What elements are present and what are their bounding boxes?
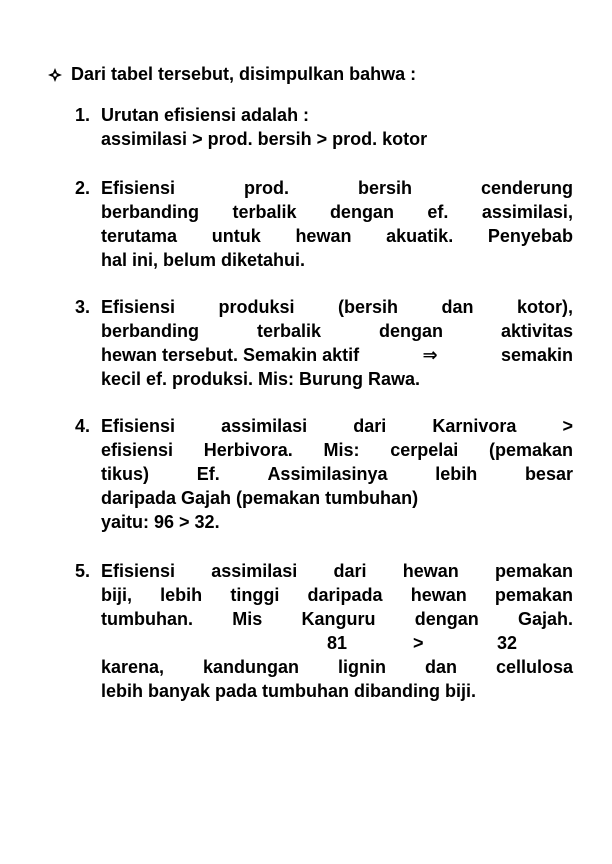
word: (bersih <box>337 297 398 317</box>
item-line: assimilasi > prod. bersih > prod. kotor <box>101 129 428 149</box>
word: assimilasi <box>211 561 298 581</box>
item-number: 5. <box>75 561 91 581</box>
item-line <box>101 438 573 462</box>
word: hewan <box>402 561 459 581</box>
word: dan <box>441 297 474 317</box>
word: berbanding <box>101 321 199 341</box>
item-line <box>101 631 573 655</box>
word: pemakan <box>494 585 573 605</box>
word: kandungan <box>203 657 300 677</box>
word: > <box>413 633 424 653</box>
word: hewan <box>410 585 467 605</box>
word: bersih <box>357 178 412 198</box>
word: ef. <box>427 202 449 222</box>
word: kotor), <box>516 297 573 317</box>
item-line <box>101 655 573 679</box>
word: Mis <box>232 609 263 629</box>
word: hewan tersebut. Semakin aktif <box>101 345 360 365</box>
word: daripada <box>307 585 383 605</box>
word: terbalik <box>232 202 297 222</box>
word: Efisiensi <box>101 416 176 436</box>
word: terbalik <box>256 321 321 341</box>
word: cellulosa <box>495 657 573 677</box>
item-line <box>101 607 573 631</box>
word: > <box>562 416 573 436</box>
item-number: 3. <box>75 297 91 317</box>
item-line <box>101 343 573 367</box>
diamond-bullet-icon <box>48 68 62 82</box>
item-line: hal ini, belum diketahui. <box>101 250 306 270</box>
item-line <box>101 414 573 438</box>
item-line: lebih banyak pada tumbuhan dibanding biji. <box>101 681 477 701</box>
word: lignin <box>338 657 386 677</box>
word: efisiensi <box>101 440 174 460</box>
item-line: Urutan efisiensi adalah : <box>101 105 310 125</box>
word: berbanding <box>101 202 199 222</box>
word: Penyebab <box>487 226 573 246</box>
list-item-5 <box>75 559 573 703</box>
word: Efisiensi <box>101 297 176 317</box>
word: tikus) <box>101 464 150 484</box>
list-item-2 <box>75 176 573 272</box>
word: terutama <box>101 226 178 246</box>
item-line <box>101 295 573 319</box>
item-line: daripada Gajah (pemakan tumbuhan) <box>101 488 419 508</box>
item-line <box>101 176 573 200</box>
word: Gajah. <box>517 609 573 629</box>
word: assimilasi <box>221 416 308 436</box>
word: cenderung <box>480 178 573 198</box>
word: akuatik. <box>386 226 454 246</box>
list-item-3 <box>75 295 573 391</box>
word: dari <box>333 561 367 581</box>
word: dari <box>353 416 387 436</box>
word: hewan <box>295 226 352 246</box>
item-line: yaitu: 96 > 32. <box>101 512 220 532</box>
item-number: 4. <box>75 416 91 436</box>
word: tumbuhan. <box>101 609 193 629</box>
word: dengan <box>414 609 479 629</box>
item-line <box>101 224 573 248</box>
word: Efisiensi <box>101 178 176 198</box>
item-line <box>101 319 573 343</box>
word: aktivitas <box>500 321 573 341</box>
word: tinggi <box>230 585 280 605</box>
word: dengan <box>378 321 443 341</box>
word: Ef. <box>196 464 220 484</box>
word: lebih <box>160 585 203 605</box>
word: dengan <box>329 202 394 222</box>
word: Mis: <box>323 440 360 460</box>
word: produksi <box>218 297 295 317</box>
word: karena, <box>101 657 165 677</box>
word: untuk <box>211 226 261 246</box>
item-line <box>101 559 573 583</box>
item-line <box>101 462 573 486</box>
item-number: 2. <box>75 178 91 198</box>
word: (pemakan <box>488 440 573 460</box>
word: assimilasi, <box>481 202 573 222</box>
word: Herbivora. <box>203 440 293 460</box>
word: prod. <box>244 178 289 198</box>
word: 81 <box>327 633 348 653</box>
word: besar <box>524 464 573 484</box>
conclusion-heading <box>48 62 416 86</box>
list-item-4 <box>75 414 573 534</box>
item-line: kecil ef. produksi. Mis: Burung Rawa. <box>101 369 421 389</box>
list-item-1 <box>75 103 573 151</box>
heading-text: Dari tabel tersebut, disimpulkan bahwa : <box>71 64 417 84</box>
item-number: 1. <box>75 105 91 125</box>
implies-arrow-icon: ⇒ <box>422 345 438 365</box>
word: semakin <box>500 345 573 365</box>
word: dan <box>424 657 457 677</box>
word: Karnivora <box>432 416 517 436</box>
word: Assimilasinya <box>267 464 388 484</box>
word: 32 <box>497 633 518 653</box>
item-line <box>101 583 573 607</box>
word: Kanguru <box>301 609 376 629</box>
word: lebih <box>435 464 478 484</box>
word: biji, <box>101 585 132 605</box>
word: cerpelai <box>390 440 459 460</box>
word: Efisiensi <box>101 561 176 581</box>
word: pemakan <box>494 561 573 581</box>
item-line <box>101 200 573 224</box>
